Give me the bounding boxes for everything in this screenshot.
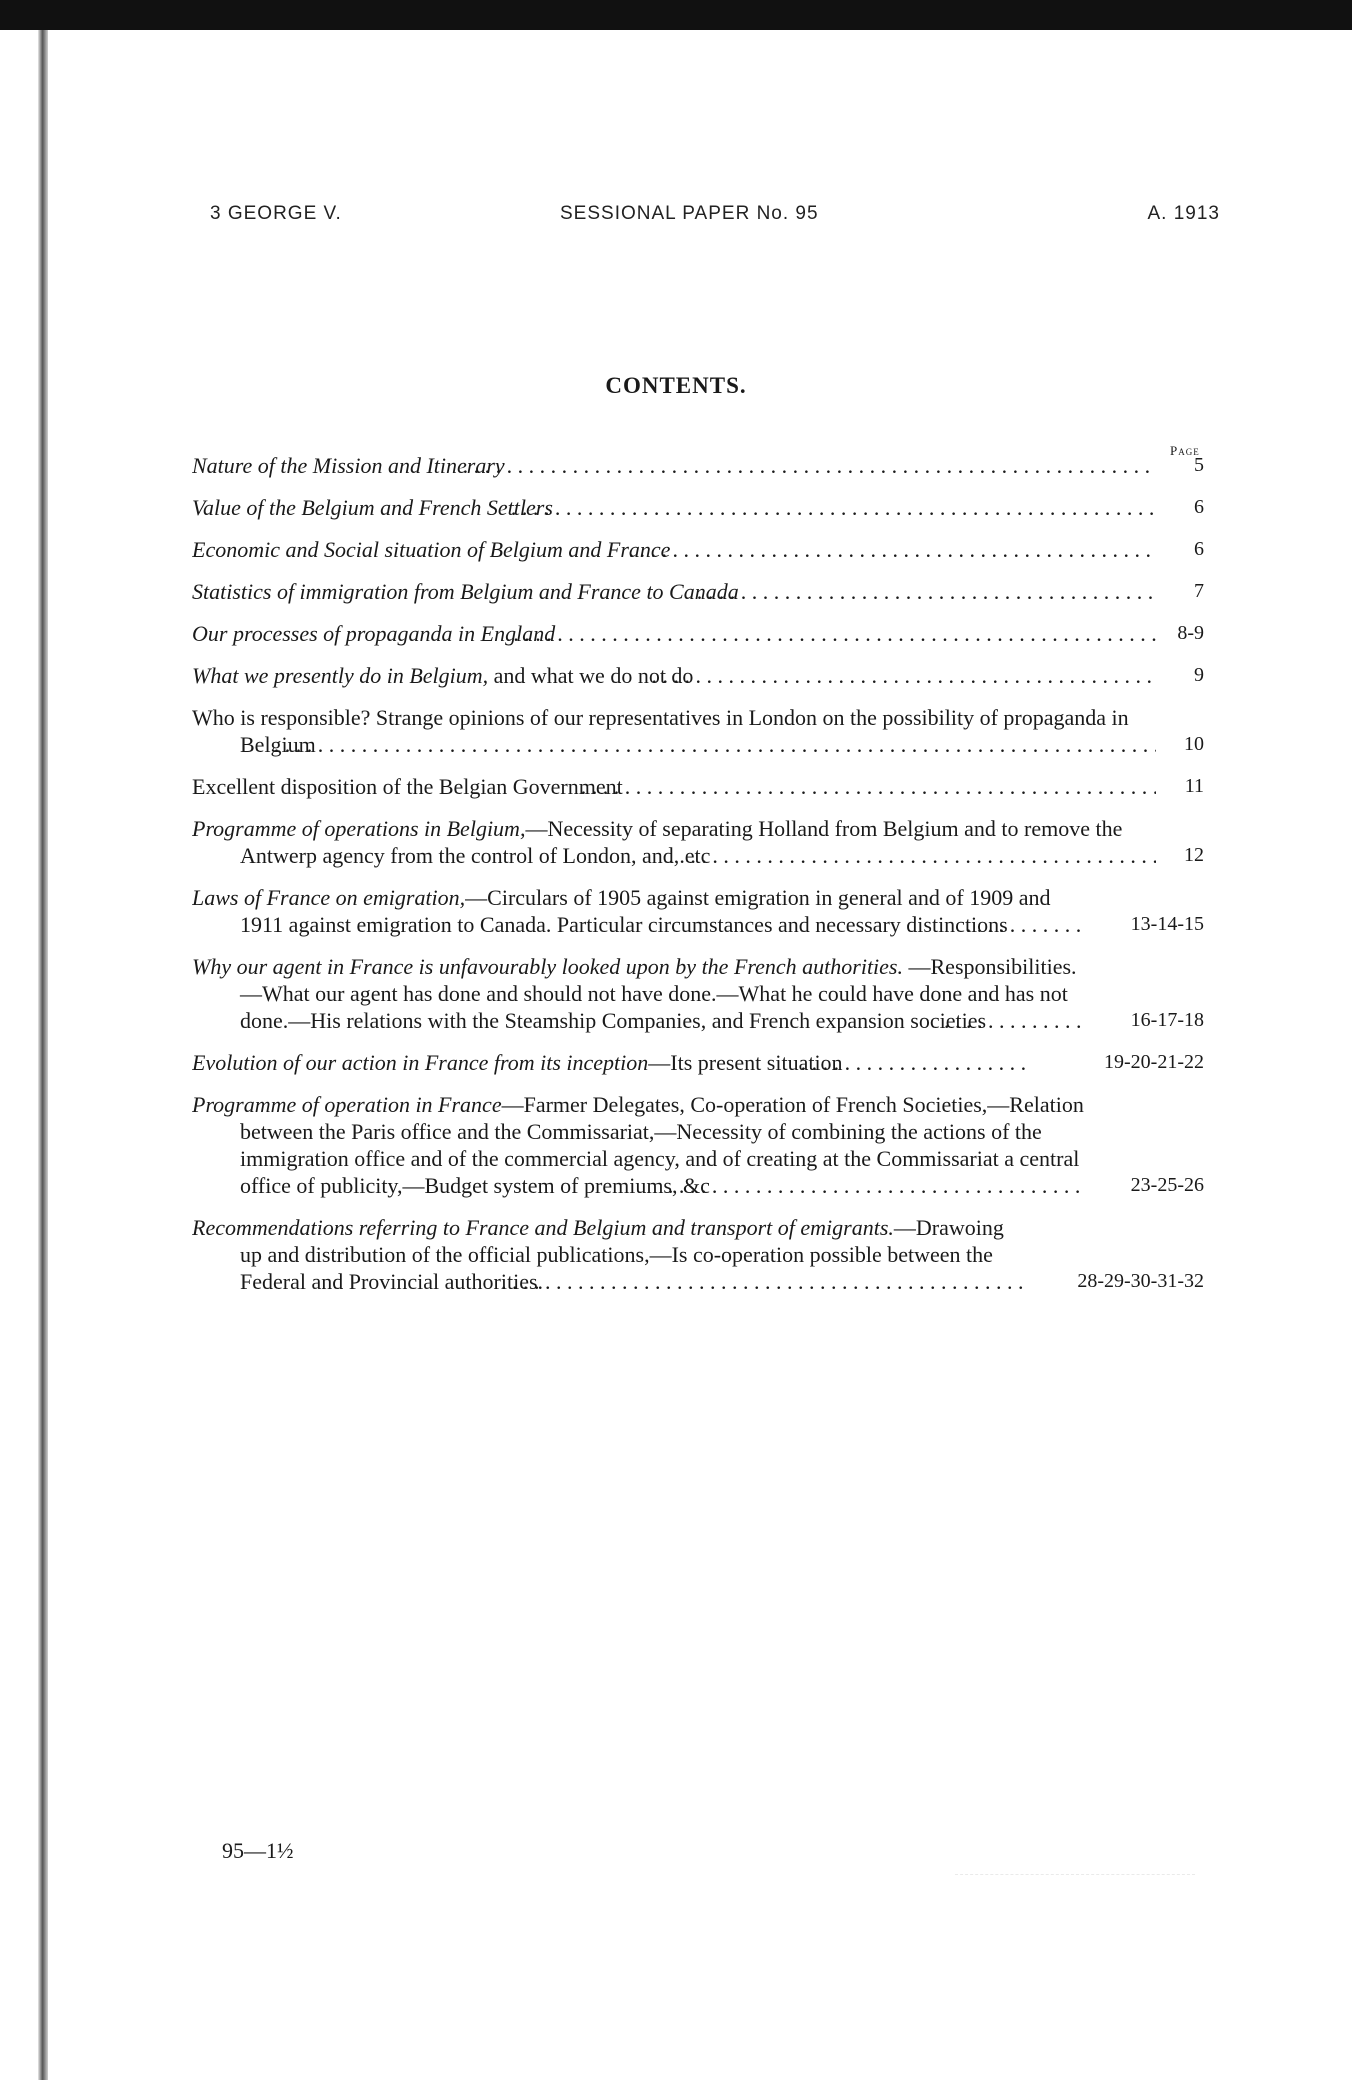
toc-entry-text bbox=[192, 620, 1156, 647]
toc-entry-italic-title: Economic and Social situation of Belgium and France bbox=[192, 537, 671, 562]
toc-page-number: 23-25-26 bbox=[1130, 1174, 1204, 1196]
toc-entry-text bbox=[192, 1049, 1026, 1076]
toc-entry bbox=[192, 662, 1204, 689]
toc-page-number: 28-29-30-31-32 bbox=[1077, 1270, 1204, 1292]
toc-page-number: 10 bbox=[1184, 733, 1204, 755]
toc-entry bbox=[192, 452, 1204, 479]
toc-page-number: 19-20-21-22 bbox=[1104, 1051, 1204, 1073]
toc-entry bbox=[192, 1049, 1204, 1076]
toc-entry-description: —Drawoing up and distribution of the official publications,—Is co-operation possible between the Federal and Provincial authorities. bbox=[240, 1215, 1004, 1294]
toc-page-number: 16-17-18 bbox=[1130, 1009, 1204, 1031]
signature-mark: 95—1½ bbox=[222, 1838, 294, 1863]
toc-entry-text bbox=[192, 452, 1156, 479]
header-right: A. 1913 bbox=[1147, 203, 1220, 224]
toc-entry bbox=[192, 884, 1204, 938]
toc-entry-text bbox=[192, 536, 1156, 563]
page-column-label: Page bbox=[1170, 443, 1200, 458]
header-center: SESSIONAL PAPER No. 95 bbox=[560, 203, 819, 224]
toc-entry bbox=[192, 815, 1204, 869]
toc-entry-text bbox=[192, 704, 1156, 758]
toc-entry bbox=[192, 620, 1204, 647]
toc-entry-italic-title: What we presently do in Belgium, bbox=[192, 663, 489, 688]
toc-entry bbox=[192, 494, 1204, 521]
scan-border-top bbox=[0, 0, 1352, 30]
toc-entry-description: —Circulars of 1905 against emigration in general and of 1909 and 1911 against emigration to Canada. Particular circumstances and necessary distinctions bbox=[240, 885, 1051, 937]
toc-entry bbox=[192, 536, 1204, 563]
toc-entry-description: and what we do not do bbox=[488, 663, 694, 688]
toc-entry-italic-title: Statistics of immigration from Belgium and France to Canada bbox=[192, 579, 739, 604]
header-left: 3 GEORGE V. bbox=[210, 203, 342, 224]
toc-entry bbox=[192, 704, 1204, 758]
running-header bbox=[210, 203, 1220, 233]
toc-page-number: 11 bbox=[1184, 775, 1204, 797]
page-binding-edge bbox=[38, 30, 48, 2080]
toc-page-number: 9 bbox=[1194, 664, 1204, 686]
toc-page-number: 7 bbox=[1194, 580, 1204, 602]
toc-entry bbox=[192, 578, 1204, 605]
toc-entry-description: Who is responsible? Strange opinions of our representatives in London on the possibility of propaganda in Belgium bbox=[192, 705, 1129, 757]
toc-entry bbox=[192, 773, 1204, 800]
toc-page-number: 8-9 bbox=[1177, 622, 1204, 644]
toc-entry-text bbox=[192, 578, 1156, 605]
toc-page-number: 5 bbox=[1194, 454, 1204, 476]
toc-entry-text bbox=[192, 1214, 1026, 1295]
toc-entry bbox=[192, 953, 1204, 1034]
toc-entry-text bbox=[192, 662, 1156, 689]
table-of-contents bbox=[192, 452, 1204, 1310]
toc-entry-text bbox=[192, 815, 1156, 869]
toc-entry-text bbox=[192, 773, 1156, 800]
toc-page-number: 6 bbox=[1194, 538, 1204, 560]
toc-page-number: 6 bbox=[1194, 496, 1204, 518]
contents-title: CONTENTS. bbox=[605, 373, 747, 398]
toc-entry-italic-title: Why our agent in France is unfavourably looked upon by the French authorities. bbox=[192, 954, 903, 979]
toc-entry-text bbox=[192, 494, 1156, 521]
toc-entry-text bbox=[192, 884, 1086, 938]
toc-entry bbox=[192, 1214, 1204, 1295]
toc-entry bbox=[192, 1091, 1204, 1199]
toc-page-number: 13-14-15 bbox=[1130, 913, 1204, 935]
toc-entry-italic-title: Evolution of our action in France from its inception bbox=[192, 1050, 649, 1075]
toc-entry-italic-title: Programme of operation in France bbox=[192, 1092, 502, 1117]
faint-stamp bbox=[955, 1848, 1195, 1875]
toc-entry-description: Excellent disposition of the Belgian Government bbox=[192, 774, 623, 799]
toc-entry-text bbox=[192, 1091, 1086, 1199]
toc-entry-text bbox=[192, 953, 1086, 1034]
toc-entry-italic-title: Nature of the Mission and Itinerary bbox=[192, 453, 505, 478]
toc-entry-italic-title: Recommendations referring to France and Belgium and transport of emigrants. bbox=[192, 1215, 894, 1240]
toc-entry-description: —Necessity of separating Holland from Belgium and to remove the Antwerp agency from the control of London, and, etc bbox=[240, 816, 1123, 868]
toc-entry-description: —Farmer Delegates, Co-operation of French Societies,—Relation between the Paris office and the Commissariat,—Necessity of combining the actions of the immigration office and of the commercial agency, and of creating at the Commissariat a central office of publicity,—Budget system of premiums, &c bbox=[240, 1092, 1084, 1198]
toc-entry-description: —Its present situation bbox=[648, 1050, 843, 1075]
toc-entry-italic-title: Programme of operations in Belgium, bbox=[192, 816, 526, 841]
toc-entry-italic-title: Laws of France on emigration, bbox=[192, 885, 466, 910]
toc-page-number: 12 bbox=[1184, 844, 1204, 866]
toc-entry-italic-title: Our processes of propaganda in England bbox=[192, 621, 556, 646]
toc-entry-italic-title: Value of the Belgium and French Settlers bbox=[192, 495, 553, 520]
toc-entry-description: —Responsibilities.—What our agent has done and should not have done.—What he could have done and has not done.—His relations with the Steamship Companies, and French expansion societies bbox=[240, 954, 1077, 1033]
